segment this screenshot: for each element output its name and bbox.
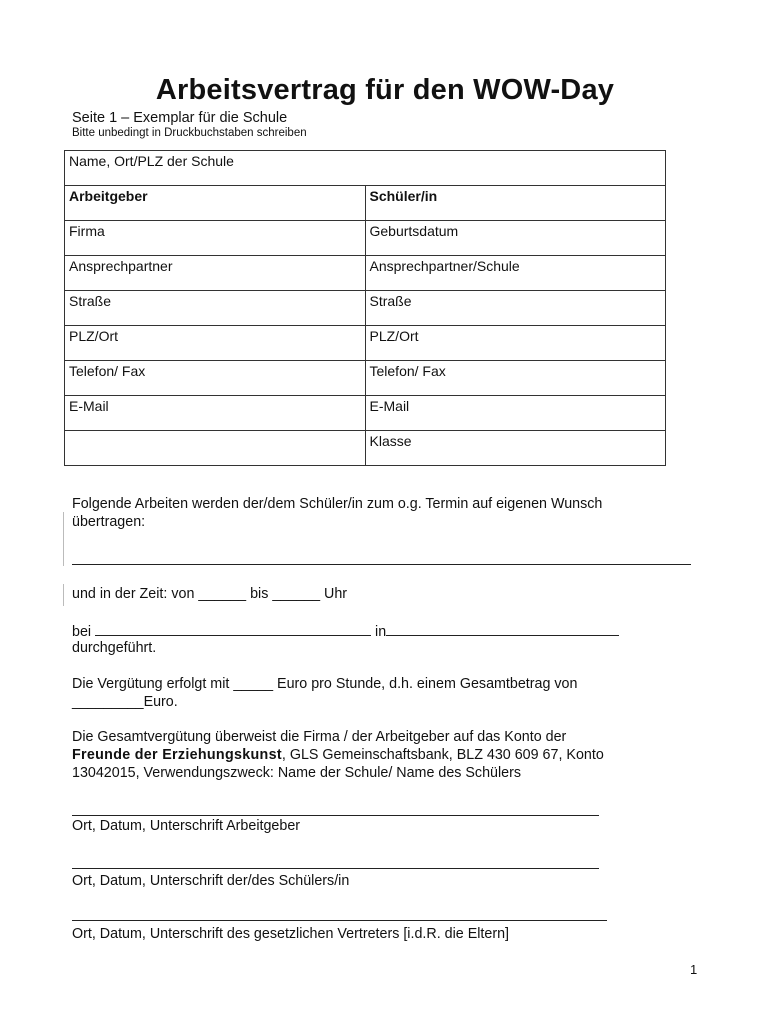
class-field[interactable]: Klasse [365, 431, 666, 466]
bei-label: bei [72, 624, 96, 640]
student-street-field[interactable]: Straße [365, 291, 666, 326]
in-label: in [371, 624, 387, 640]
time-from-field[interactable]: ______ [198, 586, 247, 602]
page-number: 1 [690, 962, 698, 977]
employer-signature-line[interactable] [72, 815, 599, 816]
table-row [65, 326, 666, 361]
work-line-2: übertragen: [72, 514, 146, 530]
student-header: Schüler/in [365, 186, 666, 221]
payment-paragraph [72, 675, 672, 711]
instruction-hint: Bitte unbedingt in Druckbuchstaben schreiben [72, 127, 307, 139]
time-to-field[interactable]: ______ [272, 586, 321, 602]
guardian-signature-line[interactable] [72, 920, 607, 921]
location-line [72, 621, 619, 641]
transfer-line-1: Die Gesamtvergütung überweist die Firma / der Arbeitgeber auf das Konto der [72, 729, 567, 745]
payment-euro-label: Euro. [143, 694, 178, 710]
company-field[interactable]: Firma [65, 221, 366, 256]
student-signature-line[interactable] [72, 868, 599, 869]
table-row [65, 256, 666, 291]
margin-marker [63, 512, 64, 566]
employer-phone-fax-field[interactable]: Telefon/ Fax [65, 361, 366, 396]
contact-person-field[interactable]: Ansprechpartner [65, 256, 366, 291]
school-field[interactable]: Name, Ort/PLZ der Schule [65, 151, 666, 186]
table-row [65, 396, 666, 431]
student-email-field[interactable]: E-Mail [365, 396, 666, 431]
employer-header: Arbeitgeber [65, 186, 366, 221]
company-blank-field[interactable] [95, 621, 371, 636]
employer-street-field[interactable]: Straße [65, 291, 366, 326]
table-row [65, 361, 666, 396]
page-subtitle: Seite 1 – Exemplar für die Schule [72, 110, 288, 126]
header-row [65, 186, 666, 221]
document-title: Arbeitsvertrag für den WOW-Day [155, 74, 615, 106]
total-amount-field[interactable]: _________ [72, 694, 144, 710]
student-zip-city-field[interactable]: PLZ/Ort [365, 326, 666, 361]
school-contact-field[interactable]: Ansprechpartner/Schule [365, 256, 666, 291]
table-row [65, 221, 666, 256]
employer-email-field[interactable]: E-Mail [65, 396, 366, 431]
empty-cell [65, 431, 366, 466]
performed-text: durchgeführt. [72, 640, 157, 656]
time-prefix: und in der Zeit: von [72, 586, 199, 602]
birthdate-field[interactable]: Geburtsdatum [365, 221, 666, 256]
transfer-line-3: 13042015, Verwendungszweck: Name der Schule/ Name des Schülers [72, 765, 522, 781]
employer-zip-city-field[interactable]: PLZ/Ort [65, 326, 366, 361]
location-blank-field[interactable] [386, 621, 619, 636]
student-phone-fax-field[interactable]: Telefon/ Fax [365, 361, 666, 396]
payment-line-1: Die Vergütung erfolgt mit _____ Euro pro Stunde, d.h. einem Gesamtbetrag von [72, 676, 578, 692]
recipient-name: Freunde der Erziehungskunst [72, 747, 282, 763]
bank-details: , GLS Gemeinschaftsbank, BLZ 430 609 67, Konto [281, 747, 604, 763]
time-suffix: Uhr [320, 586, 348, 602]
table-row [65, 431, 666, 466]
employer-signature-label: Ort, Datum, Unterschrift Arbeitgeber [72, 818, 301, 834]
table-row [65, 291, 666, 326]
student-signature-label: Ort, Datum, Unterschrift der/des Schülers/in [72, 873, 350, 889]
work-description-paragraph [72, 495, 672, 531]
contract-form-table [64, 150, 666, 466]
time-bis-label: bis [246, 586, 273, 602]
margin-marker [63, 584, 64, 606]
school-row [65, 151, 666, 186]
guardian-signature-label: Ort, Datum, Unterschrift des gesetzlichen Vertreters [i.d.R. die Eltern] [72, 926, 510, 942]
work-line-1: Folgende Arbeiten werden der/dem Schüler/in zum o.g. Termin auf eigenen Wunsch [72, 496, 603, 512]
time-line [72, 585, 347, 603]
work-description-line[interactable] [72, 564, 691, 565]
transfer-line-2 [72, 746, 671, 764]
transfer-paragraph [72, 728, 671, 782]
